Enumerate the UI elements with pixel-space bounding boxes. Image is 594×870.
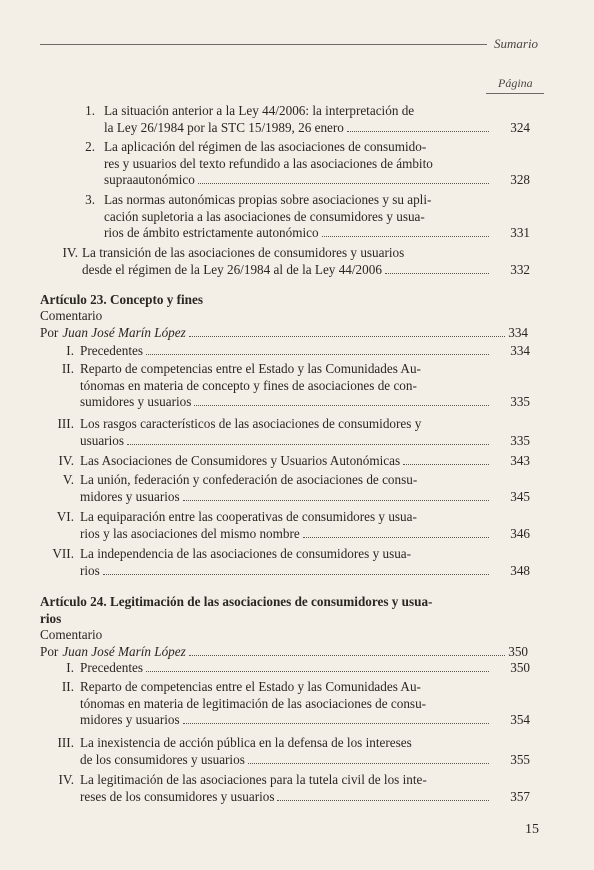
author-page: 334 bbox=[508, 325, 528, 340]
toc-entry-text-line: tónomas en materia de concepto y fines de asociaciones de con- bbox=[80, 377, 417, 393]
toc-entry-text-line: Reparto de competencias entre el Estado y las Comunidades Au- bbox=[80, 679, 421, 694]
leader-dots bbox=[403, 453, 489, 465]
toc-entry-text-line: midores y usuarios bbox=[80, 488, 180, 504]
leader-dots bbox=[198, 172, 489, 184]
toc-entry-text-line: Precedentes bbox=[80, 343, 143, 358]
article-24-heading-line-2: rios bbox=[40, 610, 62, 626]
toc-entry-page: 324 bbox=[510, 119, 530, 135]
leader-dots bbox=[248, 752, 489, 764]
toc-entry-text-line: La situación anterior a la Ley 44/2006: la interpretación de bbox=[104, 103, 415, 118]
toc-entry-text-line: tónomas en materia de legitimación de las asociaciones de consu- bbox=[80, 695, 427, 711]
leader-dots bbox=[189, 644, 505, 656]
leader-dots bbox=[189, 325, 505, 337]
article-23-author-line bbox=[40, 325, 528, 341]
toc-entry-text-line: de los consumidores y usuarios bbox=[80, 751, 245, 767]
toc-entry-text-line: La equiparación entre las cooperativas de consumidores y usua- bbox=[80, 509, 417, 524]
toc-entry-number: V. bbox=[62, 472, 74, 487]
article-24-commentary-label: Comentario bbox=[40, 627, 103, 642]
toc-entry-page: 335 bbox=[510, 432, 530, 448]
toc-entry-text-line: Las Asociaciones de Consumidores y Usuarios Autonómicas bbox=[80, 453, 401, 468]
leader-dots bbox=[146, 343, 489, 355]
author-name: Juan José Marín López bbox=[62, 325, 186, 340]
toc-entry-page: 345 bbox=[510, 488, 530, 504]
page-number: 15 bbox=[525, 822, 539, 837]
toc-entry-number: VII. bbox=[52, 546, 74, 561]
toc-entry-number: 2. bbox=[85, 139, 95, 154]
toc-entry-page: 346 bbox=[510, 525, 530, 541]
leader-dots bbox=[277, 789, 489, 801]
toc-entry-number: IV. bbox=[58, 453, 74, 468]
toc-entry-text-line: La legitimación de las asociaciones para la tutela civil de los inte- bbox=[80, 772, 427, 787]
toc-entry-text-line: Los rasgos característicos de las asociaciones de consumidores y bbox=[80, 416, 422, 431]
toc-entry-number: 1. bbox=[85, 103, 95, 118]
toc-entry-page: 354 bbox=[510, 712, 530, 728]
page-column-label: Página bbox=[498, 76, 533, 90]
toc-entry-page: 334 bbox=[510, 343, 530, 358]
leader-dots bbox=[322, 225, 489, 237]
toc-entry-number: 3. bbox=[85, 192, 95, 207]
leader-dots bbox=[303, 526, 489, 538]
toc-entry-page: 331 bbox=[510, 225, 530, 241]
toc-entry-number: IV. bbox=[62, 245, 78, 260]
toc-entry-text-line: Reparto de competencias entre el Estado y las Comunidades Au- bbox=[80, 361, 421, 376]
toc-entry-text-line: La independencia de las asociaciones de consumidores y usua- bbox=[80, 546, 412, 561]
toc-entry-number: II. bbox=[61, 679, 74, 694]
toc-entry-text-line: Las normas autonómicas propias sobre asociaciones y su apli- bbox=[104, 192, 432, 207]
toc-entry-text-line: rios bbox=[80, 562, 100, 578]
leader-dots bbox=[183, 712, 489, 724]
toc-entry-text-line: res y usuarios del texto refundido a las asociaciones de ámbito bbox=[104, 155, 433, 171]
leader-dots bbox=[347, 120, 489, 132]
toc-entry-text-line: supraautonómico bbox=[104, 172, 195, 188]
toc-entry-page: 343 bbox=[510, 453, 530, 468]
article-24-heading-line-1: Artículo 24. Legitimación de las asociaciones de consumidores y usua- bbox=[40, 594, 433, 609]
toc-entry-text-line: Precedentes bbox=[80, 660, 143, 675]
running-header-title: Sumario bbox=[494, 36, 539, 51]
toc-entry-number: II. bbox=[61, 361, 74, 376]
toc-entry-page: 357 bbox=[510, 788, 530, 804]
leader-dots bbox=[183, 489, 489, 501]
toc-entry-text-line: La unión, federación y confederación de asociaciones de consu- bbox=[80, 472, 418, 487]
author-page: 350 bbox=[508, 644, 528, 659]
toc-entry-number: I. bbox=[66, 343, 74, 358]
leader-dots bbox=[146, 660, 489, 672]
toc-entry-text-line: La inexistencia de acción pública en la defensa de los intereses bbox=[80, 735, 412, 750]
toc-entry-text-line: usuarios bbox=[80, 432, 124, 448]
toc-entry-page: 350 bbox=[510, 660, 530, 675]
toc-entry-text-line: rios de ámbito estrictamente autonómico bbox=[104, 225, 319, 241]
article-24-heading bbox=[40, 594, 432, 627]
toc-entry-text-line: La transición de las asociaciones de consumidores y usuarios bbox=[82, 245, 405, 260]
toc-entry-text-line: sumidores y usuarios bbox=[80, 394, 192, 410]
toc-entry-text-line: la Ley 26/1984 por la STC 15/1989, 26 enero bbox=[104, 119, 344, 135]
toc-entry-text-line: desde el régimen de la Ley 26/1984 al de la Ley 44/2006 bbox=[82, 261, 382, 277]
toc-entry-text-line: reses de los consumidores y usuarios bbox=[80, 788, 275, 804]
toc-entry-number: III. bbox=[57, 416, 74, 431]
toc-entry-number: III. bbox=[57, 735, 74, 750]
leader-dots bbox=[127, 433, 489, 445]
toc-entry-number: I. bbox=[66, 660, 74, 675]
leader-dots bbox=[194, 394, 489, 406]
author-name: Juan José Marín López bbox=[62, 644, 186, 659]
article-23-commentary-label: Comentario bbox=[40, 308, 103, 323]
article-23-heading: Artículo 23. Concepto y fines bbox=[40, 292, 203, 307]
toc-entry-page: 348 bbox=[510, 562, 530, 578]
toc-entry-page: 335 bbox=[510, 394, 530, 410]
toc-entry-text-line: La aplicación del régimen de las asociaciones de consumido- bbox=[104, 139, 427, 154]
toc-entry-number: IV. bbox=[58, 772, 74, 787]
toc-entry-number: VI. bbox=[56, 509, 74, 524]
toc-entry-text-line: rios y las asociaciones del mismo nombre bbox=[80, 525, 300, 541]
author-prefix: Por bbox=[40, 325, 59, 340]
toc-entry-text-line: midores y usuarios bbox=[80, 712, 180, 728]
toc-entry-page: 332 bbox=[510, 261, 530, 277]
toc-entry-text-line: cación supletoria a las asociaciones de consumidores y usua- bbox=[104, 208, 425, 224]
article-24-author-line bbox=[40, 644, 528, 660]
toc-entry-page: 328 bbox=[510, 172, 530, 188]
leader-dots bbox=[103, 563, 489, 575]
leader-dots bbox=[385, 262, 489, 274]
author-prefix: Por bbox=[40, 644, 59, 659]
toc-entry-page: 355 bbox=[510, 751, 530, 767]
